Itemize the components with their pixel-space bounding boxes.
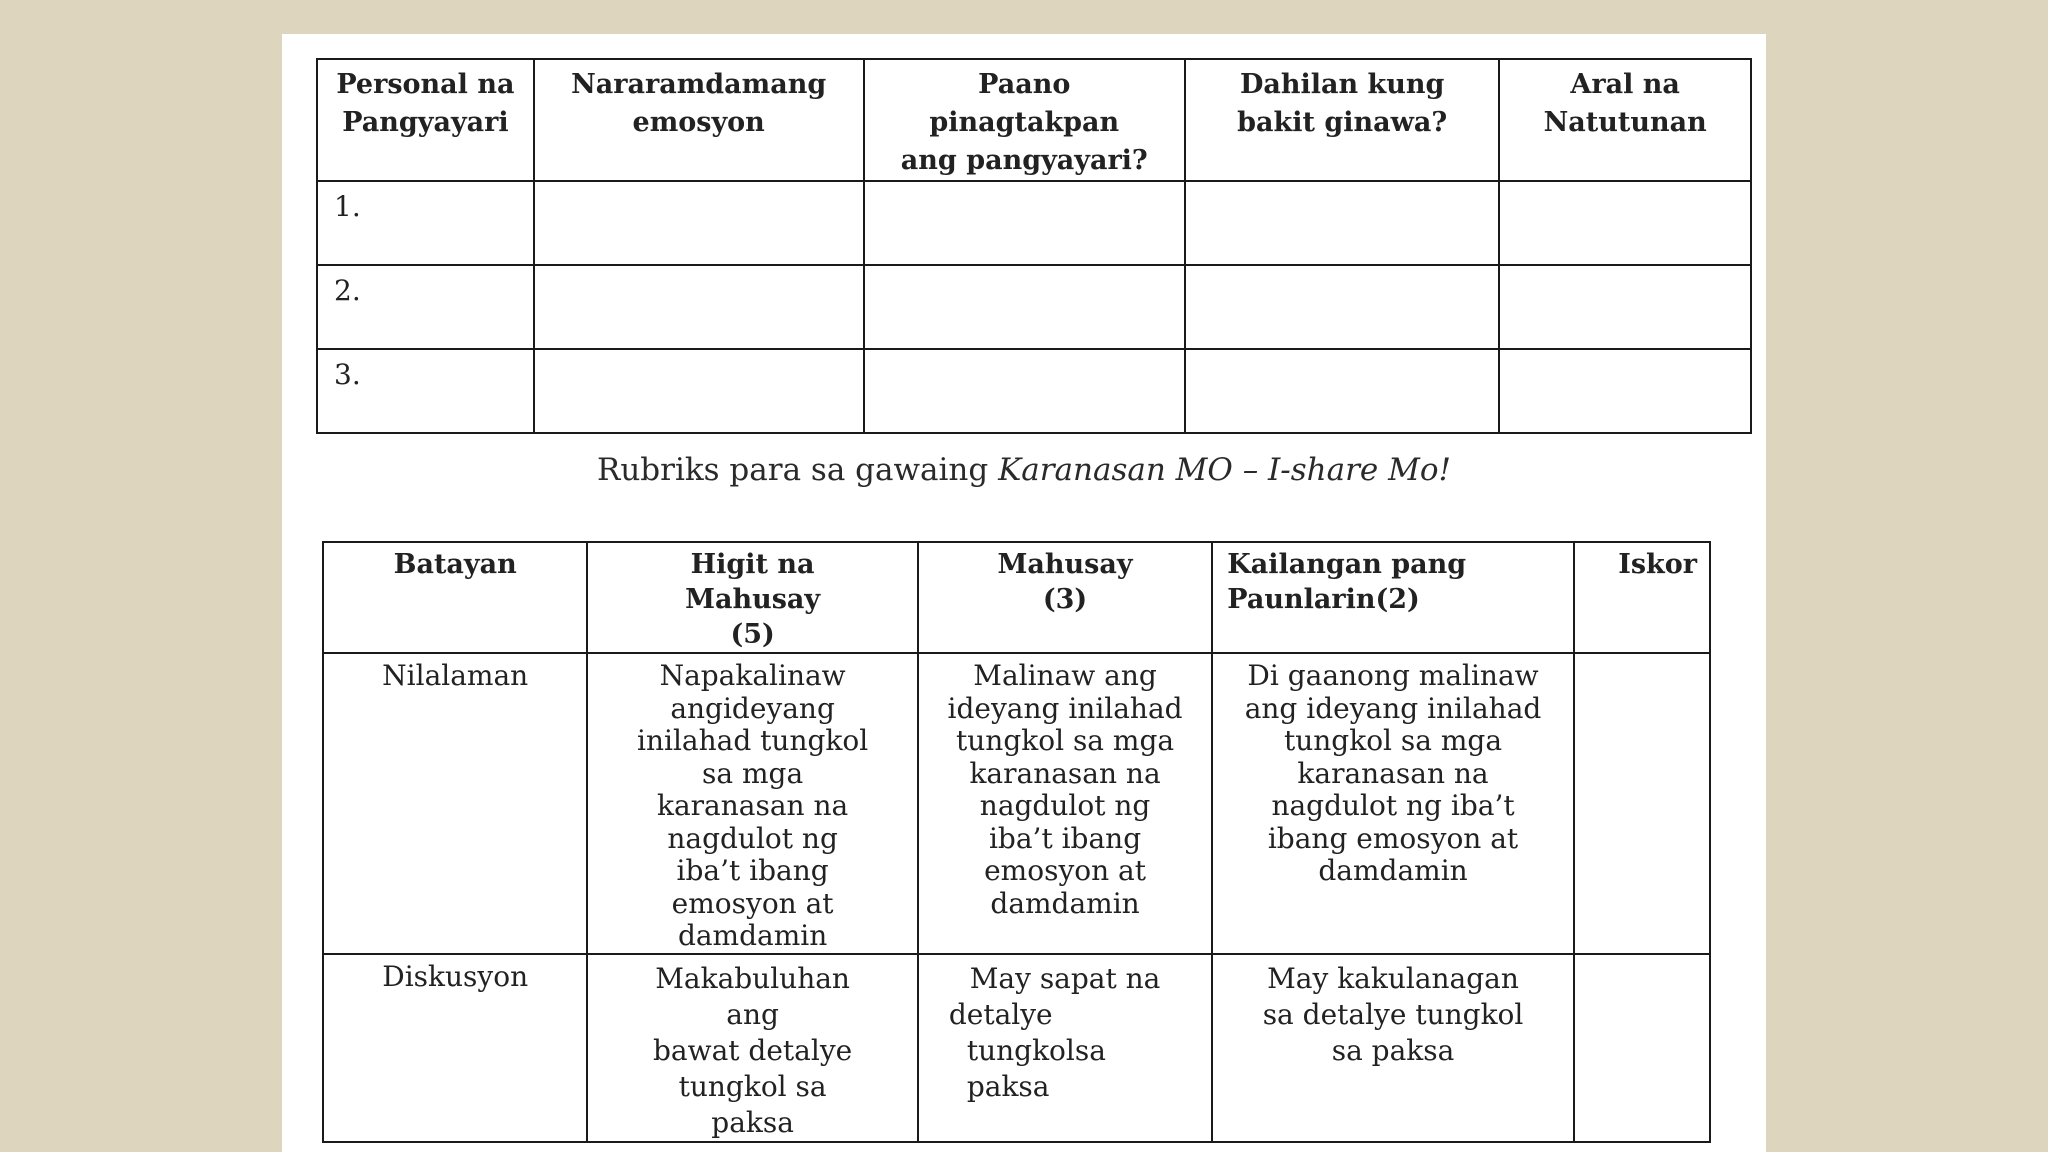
caption-activity-title: Karanasan MO – I-share Mo!: [998, 452, 1451, 488]
header-paano-pinagtakpan: Paano pinagtakpan ang pangyayari?: [864, 59, 1186, 181]
empty-cell[interactable]: [1499, 349, 1751, 433]
criterion-label: Diskusyon: [323, 954, 587, 1142]
table-row: [317, 181, 1751, 265]
empty-cell[interactable]: [1185, 349, 1499, 433]
criterion-label: Nilalaman: [323, 653, 587, 954]
header-higit-na-mahusay: Higit na Mahusay (5): [587, 542, 917, 653]
score-cell[interactable]: [1574, 653, 1710, 954]
worksheet-page: [282, 34, 1766, 1152]
rubric-caption: [282, 452, 1766, 488]
level-3-description: May sapat na detalye tungkolsa paksa: [918, 954, 1212, 1142]
header-batayan: Batayan: [323, 542, 587, 653]
header-aral-na-natutunan: Aral na Natutunan: [1499, 59, 1751, 181]
header-personal-na-pangyayari: Personal na Pangyayari: [317, 59, 534, 181]
empty-cell[interactable]: [864, 181, 1186, 265]
empty-cell[interactable]: [1499, 181, 1751, 265]
header-dahilan-kung-bakit: Dahilan kung bakit ginawa?: [1185, 59, 1499, 181]
rubric-table: [322, 541, 1711, 1143]
empty-cell[interactable]: [1185, 265, 1499, 349]
events-table-header-row: [317, 59, 1751, 181]
row-number: 3.: [317, 349, 534, 433]
level-3-description: Malinaw ang ideyang inilahad tungkol sa mga karanasan na nagdulot ng iba’t ibang emosyon at damdamin: [918, 653, 1212, 954]
score-cell[interactable]: [1574, 954, 1710, 1142]
header-kailangan-pang-paunlarin: Kailangan pang Paunlarin(2): [1212, 542, 1574, 653]
empty-cell[interactable]: [534, 349, 864, 433]
caption-prefix: Rubriks para sa gawaing: [597, 452, 999, 488]
level-5-description: Makabuluhan ang bawat detalye tungkol sa paksa: [587, 954, 917, 1142]
rubric-row-diskusyon: [323, 954, 1710, 1142]
level-2-description: Di gaanong malinaw ang ideyang inilahad tungkol sa mga karanasan na nagdulot ng iba’t ibang emosyon at damdamin: [1212, 653, 1574, 954]
empty-cell[interactable]: [1499, 265, 1751, 349]
empty-cell[interactable]: [864, 349, 1186, 433]
rubric-row-nilalaman: [323, 653, 1710, 954]
table-row: [317, 349, 1751, 433]
empty-cell[interactable]: [534, 181, 864, 265]
empty-cell[interactable]: [864, 265, 1186, 349]
level-2-description: May kakulanagan sa detalye tungkol sa paksa: [1212, 954, 1574, 1142]
row-number: 2.: [317, 265, 534, 349]
rubric-header-row: [323, 542, 1710, 653]
empty-cell[interactable]: [534, 265, 864, 349]
events-table: [316, 58, 1752, 434]
level-5-description: Napakalinaw angideyang inilahad tungkol sa mga karanasan na nagdulot ng iba’t ibang emosyon at damdamin: [587, 653, 917, 954]
header-nararamdamang-emosyon: Nararamdamang emosyon: [534, 59, 864, 181]
row-number: 1.: [317, 181, 534, 265]
header-iskor: Iskor: [1574, 542, 1710, 653]
empty-cell[interactable]: [1185, 181, 1499, 265]
header-mahusay: Mahusay (3): [918, 542, 1212, 653]
table-row: [317, 265, 1751, 349]
